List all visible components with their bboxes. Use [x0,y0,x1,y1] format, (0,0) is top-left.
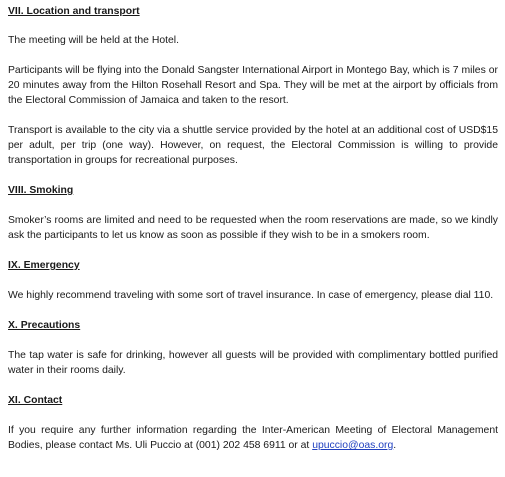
document-page [8,4,498,453]
precautions-paragraph: The tap water is safe for drinking, however all guests will be provided with complimentary bottled purified water in their rooms daily. [8,350,498,376]
emergency-paragraph: We highly recommend traveling with some sort of travel insurance. In case of emergency, please dial 110. [8,290,494,301]
section-heading-precautions: X. Precautions [8,320,81,331]
section-heading-contact: XI. Contact [8,395,63,406]
section-heading-emergency: IX. Emergency [8,260,80,271]
contact-text: If you require any further information regarding the Inter-American Meeting of Electoral Management Bodies, please contact Ms. Uli Puccio at (001) 202 458 6911 or at [8,425,498,451]
contact-paragraph [8,423,498,453]
contact-email-link[interactable]: upuccio@oas.org [312,440,394,451]
section-heading-location: VII. Location and transport [8,6,140,17]
section-heading-smoking: VIII. Smoking [8,185,74,196]
location-paragraph-1: The meeting will be held at the Hotel. [8,35,179,46]
contact-text-end: . [393,440,397,451]
location-paragraph-3: Transport is available to the city via a shuttle service provided by the hotel at an additional cost of USD$15 per adult, per trip (one way). However, on request, the Electoral Commission is willing to provide transportation in groups for recreational purposes. [8,125,498,166]
smoking-paragraph: Smoker’s rooms are limited and need to be requested when the room reservations are made, so we kindly ask the participants to let us know as soon as possible if they wish to be in a smokers room. [8,215,498,241]
location-paragraph-2: Participants will be flying into the Donald Sangster International Airport in Montego Bay, which is 7 miles or 20 minutes away from the Hilton Rosehall Resort and Spa. They will be met at the airport by officials from the Electoral Commission of Jamaica and taken to the resort. [8,65,498,106]
